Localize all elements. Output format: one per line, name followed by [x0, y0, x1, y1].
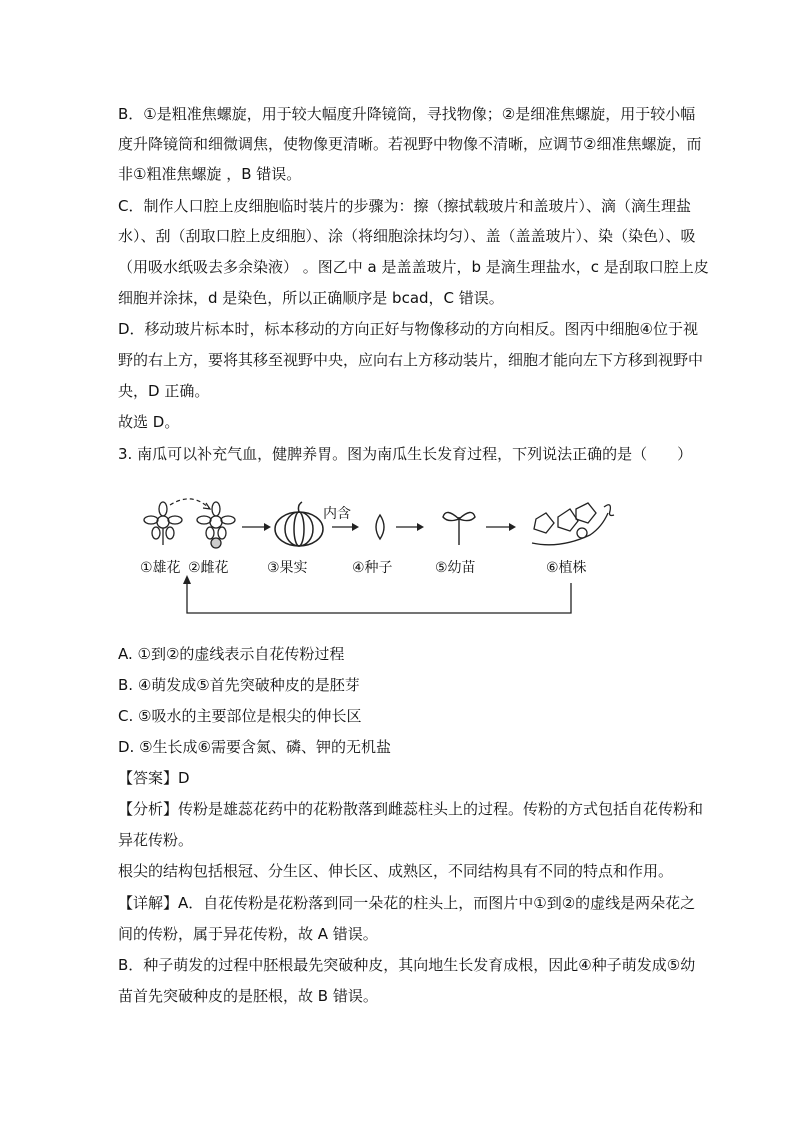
option-a: A. ①到②的虚线表示自花传粉过程 [118, 645, 345, 663]
paragraph-c-line-2: 水）、刮（刮取口腔上皮细胞）、涂（将细胞涂抹均匀）、盖（盖盖玻片）、染（染色）、吸 [118, 227, 696, 245]
paragraph-c-line-4: 细胞并涂抹，d 是染色，所以正确顺序是 bcad，C 错误。 [118, 289, 504, 307]
choose-line: 故选 D。 [118, 413, 180, 431]
contains-label: 内含 [323, 506, 351, 522]
label-seedling: ⑤幼苗 [435, 560, 476, 576]
detail-line-1: 【详解】A．自花传粉是花粉落到同一朵花的柱头上，而图片中①到②的虚线是两朵花之 [118, 894, 696, 912]
paragraph-d-line-3: 央，D 正确。 [118, 382, 210, 400]
analysis-line-1: 【分析】传粉是雄蕊花药中的花粉散落到雌蕊柱头上的过程。传粉的方式包括自花传粉和 [118, 800, 704, 818]
label-seed: ④种子 [352, 560, 393, 576]
female-flower-icon [197, 502, 235, 548]
pollination-dashed-arc [170, 499, 210, 509]
cycle-return-line [187, 581, 571, 613]
detail-line-4: 苗首先突破种皮的是胚根，故 B 错误。 [118, 987, 378, 1005]
analysis-line-3: 根尖的结构包括根冠、分生区、伸长区、成熟区，不同结构具有不同的特点和作用。 [118, 862, 674, 880]
option-d: D. ⑤生长成⑥需要含氮、磷、钾的无机盐 [118, 738, 391, 756]
plant-icon [532, 503, 614, 545]
paragraph-b-line-1: B．①是粗准焦螺旋，用于较大幅度升降镜筒，寻找物像；②是细准焦螺旋，用于较小幅 [118, 105, 696, 123]
detail-line-2: 间的传粉，属于异花传粉，故 A 错误。 [118, 925, 378, 943]
pumpkin-icon [275, 502, 323, 546]
option-c: C. ⑤吸水的主要部位是根尖的伸长区 [118, 707, 362, 725]
pumpkin-growth-diagram [130, 495, 630, 625]
paragraph-d-line-1: D．移动玻片标本时，标本移动的方向正好与物像移动的方向相反。图丙中细胞④位于视 [118, 320, 699, 338]
question-stem: 3. 南瓜可以补充气血，健脾养胃。图为南瓜生长发育过程，下列说法正确的是（ ） [118, 445, 693, 463]
label-plant: ⑥植株 [546, 560, 587, 576]
analysis-line-2: 异花传粉。 [118, 831, 194, 849]
label-fruit: ③果实 [267, 560, 308, 576]
male-flower-icon [144, 502, 182, 545]
paragraph-c-line-1: C．制作人口腔上皮细胞临时装片的步骤为：擦（擦拭载玻片和盖玻片）、滴（滴生理盐 [118, 197, 691, 215]
option-b: B. ④萌发成⑤首先突破种皮的是胚芽 [118, 676, 360, 694]
label-female-flower: ②雌花 [188, 560, 229, 576]
detail-line-3: B．种子萌发的过程中胚根最先突破种皮，其向地生长发育成根，因此④种子萌发成⑤幼 [118, 956, 696, 974]
paragraph-b-line-3: 非①粗准焦螺旋 ，B 错误。 [118, 165, 302, 183]
label-male-flower: ①雄花 [140, 560, 181, 576]
paragraph-c-line-3: （用吸水纸吸去多余染液） 。图乙中 a 是盖盖玻片，b 是滴生理盐水，c 是刮取口腔上皮 [118, 258, 709, 276]
answer-line: 【答案】D [118, 769, 190, 787]
paragraph-b-line-2: 度升降镜筒和细微调焦，使物像更清晰。若视野中物像不清晰，应调节②细准焦螺旋，而 [118, 135, 702, 153]
paragraph-d-line-2: 野的右上方，要将其移至视野中央，应向右上方移动装片，细胞才能向左下方移到视野中 [118, 351, 704, 369]
seed-icon [376, 515, 384, 539]
seedling-icon [443, 512, 475, 545]
